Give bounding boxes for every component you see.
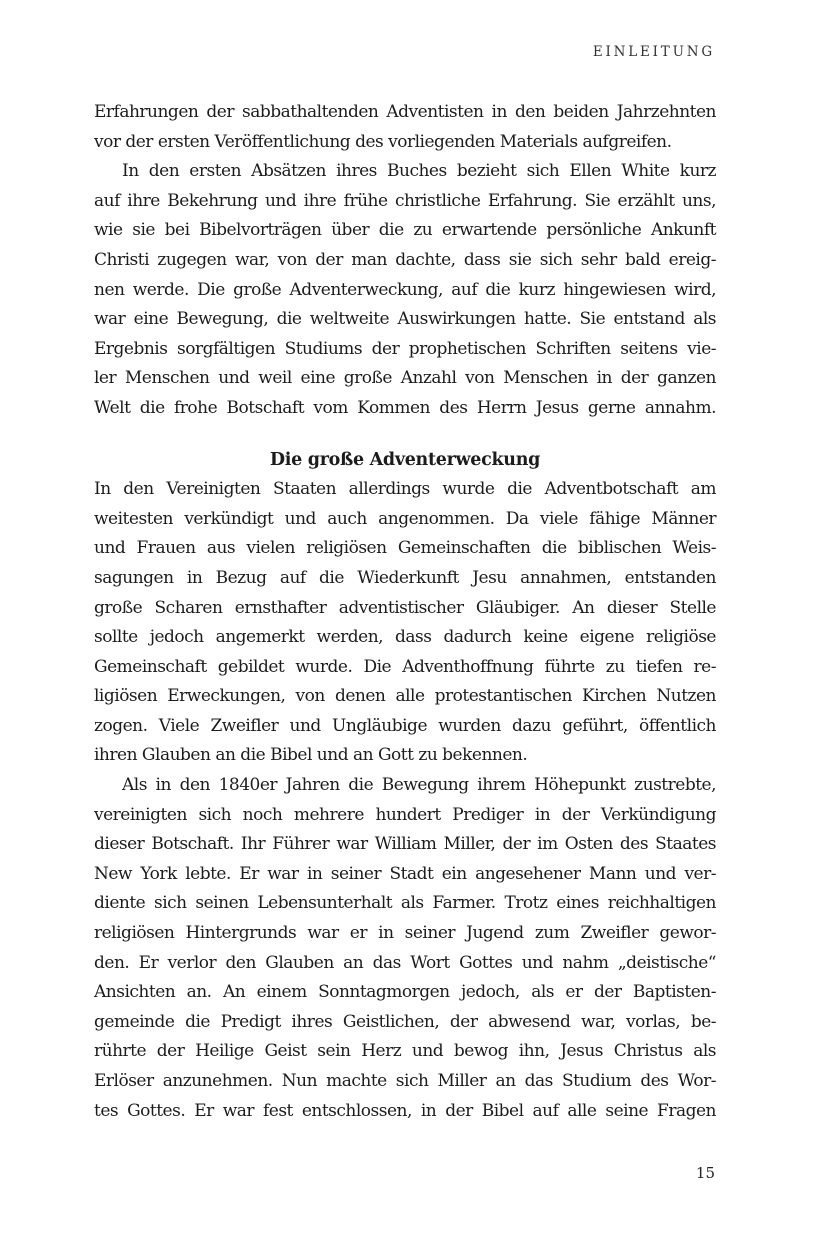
text-line: ligiösen Erweckungen, von denen alle protestantischen Kirchen Nutzen	[94, 686, 716, 707]
text-line: Ansichten an. An einem Sonntagmorgen jedoch, als er der Baptisten-	[94, 982, 716, 1003]
text-line: religiösen Hintergrunds war er in seiner Jugend zum Zweifler gewor-	[94, 923, 716, 944]
text-line: dieser Botschaft. Ihr Führer war William Miller, der im Osten des Staates	[94, 834, 716, 855]
text-line: und Frauen aus vielen religiösen Gemeinschaften die biblischen Weis-	[94, 538, 716, 559]
page-number: 15	[695, 1164, 715, 1182]
text-line: Erfahrungen der sabbathaltenden Adventisten in den beiden Jahrzehnten	[94, 102, 716, 122]
text-line: Ergebnis sorgfältigen Studiums der prophetischen Schriften seitens vie-	[94, 338, 716, 359]
paragraph-2	[94, 157, 716, 423]
paragraph-1	[94, 98, 716, 157]
paragraph-3	[94, 475, 716, 771]
text-line: New York lebte. Er war in seiner Stadt ein angesehener Mann und ver-	[94, 863, 716, 884]
text-line: auf ihre Bekehrung und ihre frühe christliche Erfahrung. Sie erzählt uns,	[94, 190, 716, 211]
text-line: tes Gottes. Er war fest entschlossen, in der Bibel auf alle seine Fragen	[94, 1100, 716, 1121]
text-line: sagungen in Bezug auf die Wiederkunft Jesu annahmen, entstanden	[94, 567, 716, 588]
text-line: ler Menschen und weil eine große Anzahl von Menschen in der ganzen	[94, 368, 716, 389]
text-line: vor der ersten Veröffentlichung des vorliegenden Materials aufgreifen.	[94, 131, 672, 152]
text-line: ihren Glauben an die Bibel und an Gott zu bekennen.	[94, 745, 528, 766]
text-line: weitesten verkündigt und auch angenommen. Da viele fähige Männer	[94, 508, 716, 529]
text-line: In den Vereinigten Staaten allerdings wurde die Adventbotschaft am	[94, 479, 716, 500]
text-line: Welt die frohe Botschaft vom Kommen des Herrn Jesus gerne annahm.	[94, 397, 716, 418]
text-line: Gemeinschaft gebildet wurde. Die Adventhoffnung führte zu tiefen re-	[94, 656, 716, 677]
text-line: gemeinde die Predigt ihres Geistlichen, der abwesend war, vorlas, be-	[94, 1011, 716, 1032]
body-text	[94, 98, 716, 1126]
text-line: In den ersten Absätzen ihres Buches bezieht sich Ellen White kurz	[122, 161, 716, 182]
text-line: Erlöser anzunehmen. Nun machte sich Miller an das Studium des Wor-	[94, 1071, 716, 1091]
text-line: war eine Bewegung, die weltweite Auswirkungen hatte. Sie entstand als	[94, 309, 716, 330]
text-line: Christi zugegen war, von der man dachte, dass sie sich sehr bald ereig-	[94, 249, 716, 270]
text-line: Als in den 1840er Jahren die Bewegung ihrem Höhepunkt zustrebte,	[122, 775, 716, 796]
text-line: wie sie bei Bibelvorträgen über die zu erwartende persönliche Ankunft	[94, 220, 716, 241]
text-line: rührte der Heilige Geist sein Herz und bewog ihn, Jesus Christus als	[94, 1041, 716, 1062]
text-line: zogen. Viele Zweifler und Ungläubige wurden dazu geführt, öffentlich	[94, 715, 716, 736]
paragraph-4	[94, 771, 716, 1126]
text-line: vereinigten sich noch mehrere hundert Prediger in der Verkündigung	[94, 804, 716, 825]
section-heading: Die große Adventerweckung	[269, 449, 541, 470]
text-line: diente sich seinen Lebensunterhalt als Farmer. Trotz eines reichhaltigen	[94, 893, 716, 914]
text-line: große Scharen ernsthafter adventistischer Gläubiger. An dieser Stelle	[94, 597, 716, 618]
running-head: EINLEITUNG	[592, 44, 715, 60]
text-line: den. Er verlor den Glauben an das Wort Gottes und nahm „deistische“	[94, 952, 716, 973]
text-line: sollte jedoch angemerkt werden, dass dadurch keine eigene religiöse	[94, 627, 716, 648]
text-line: nen werde. Die große Adventerweckung, auf die kurz hingewiesen wird,	[94, 279, 716, 300]
